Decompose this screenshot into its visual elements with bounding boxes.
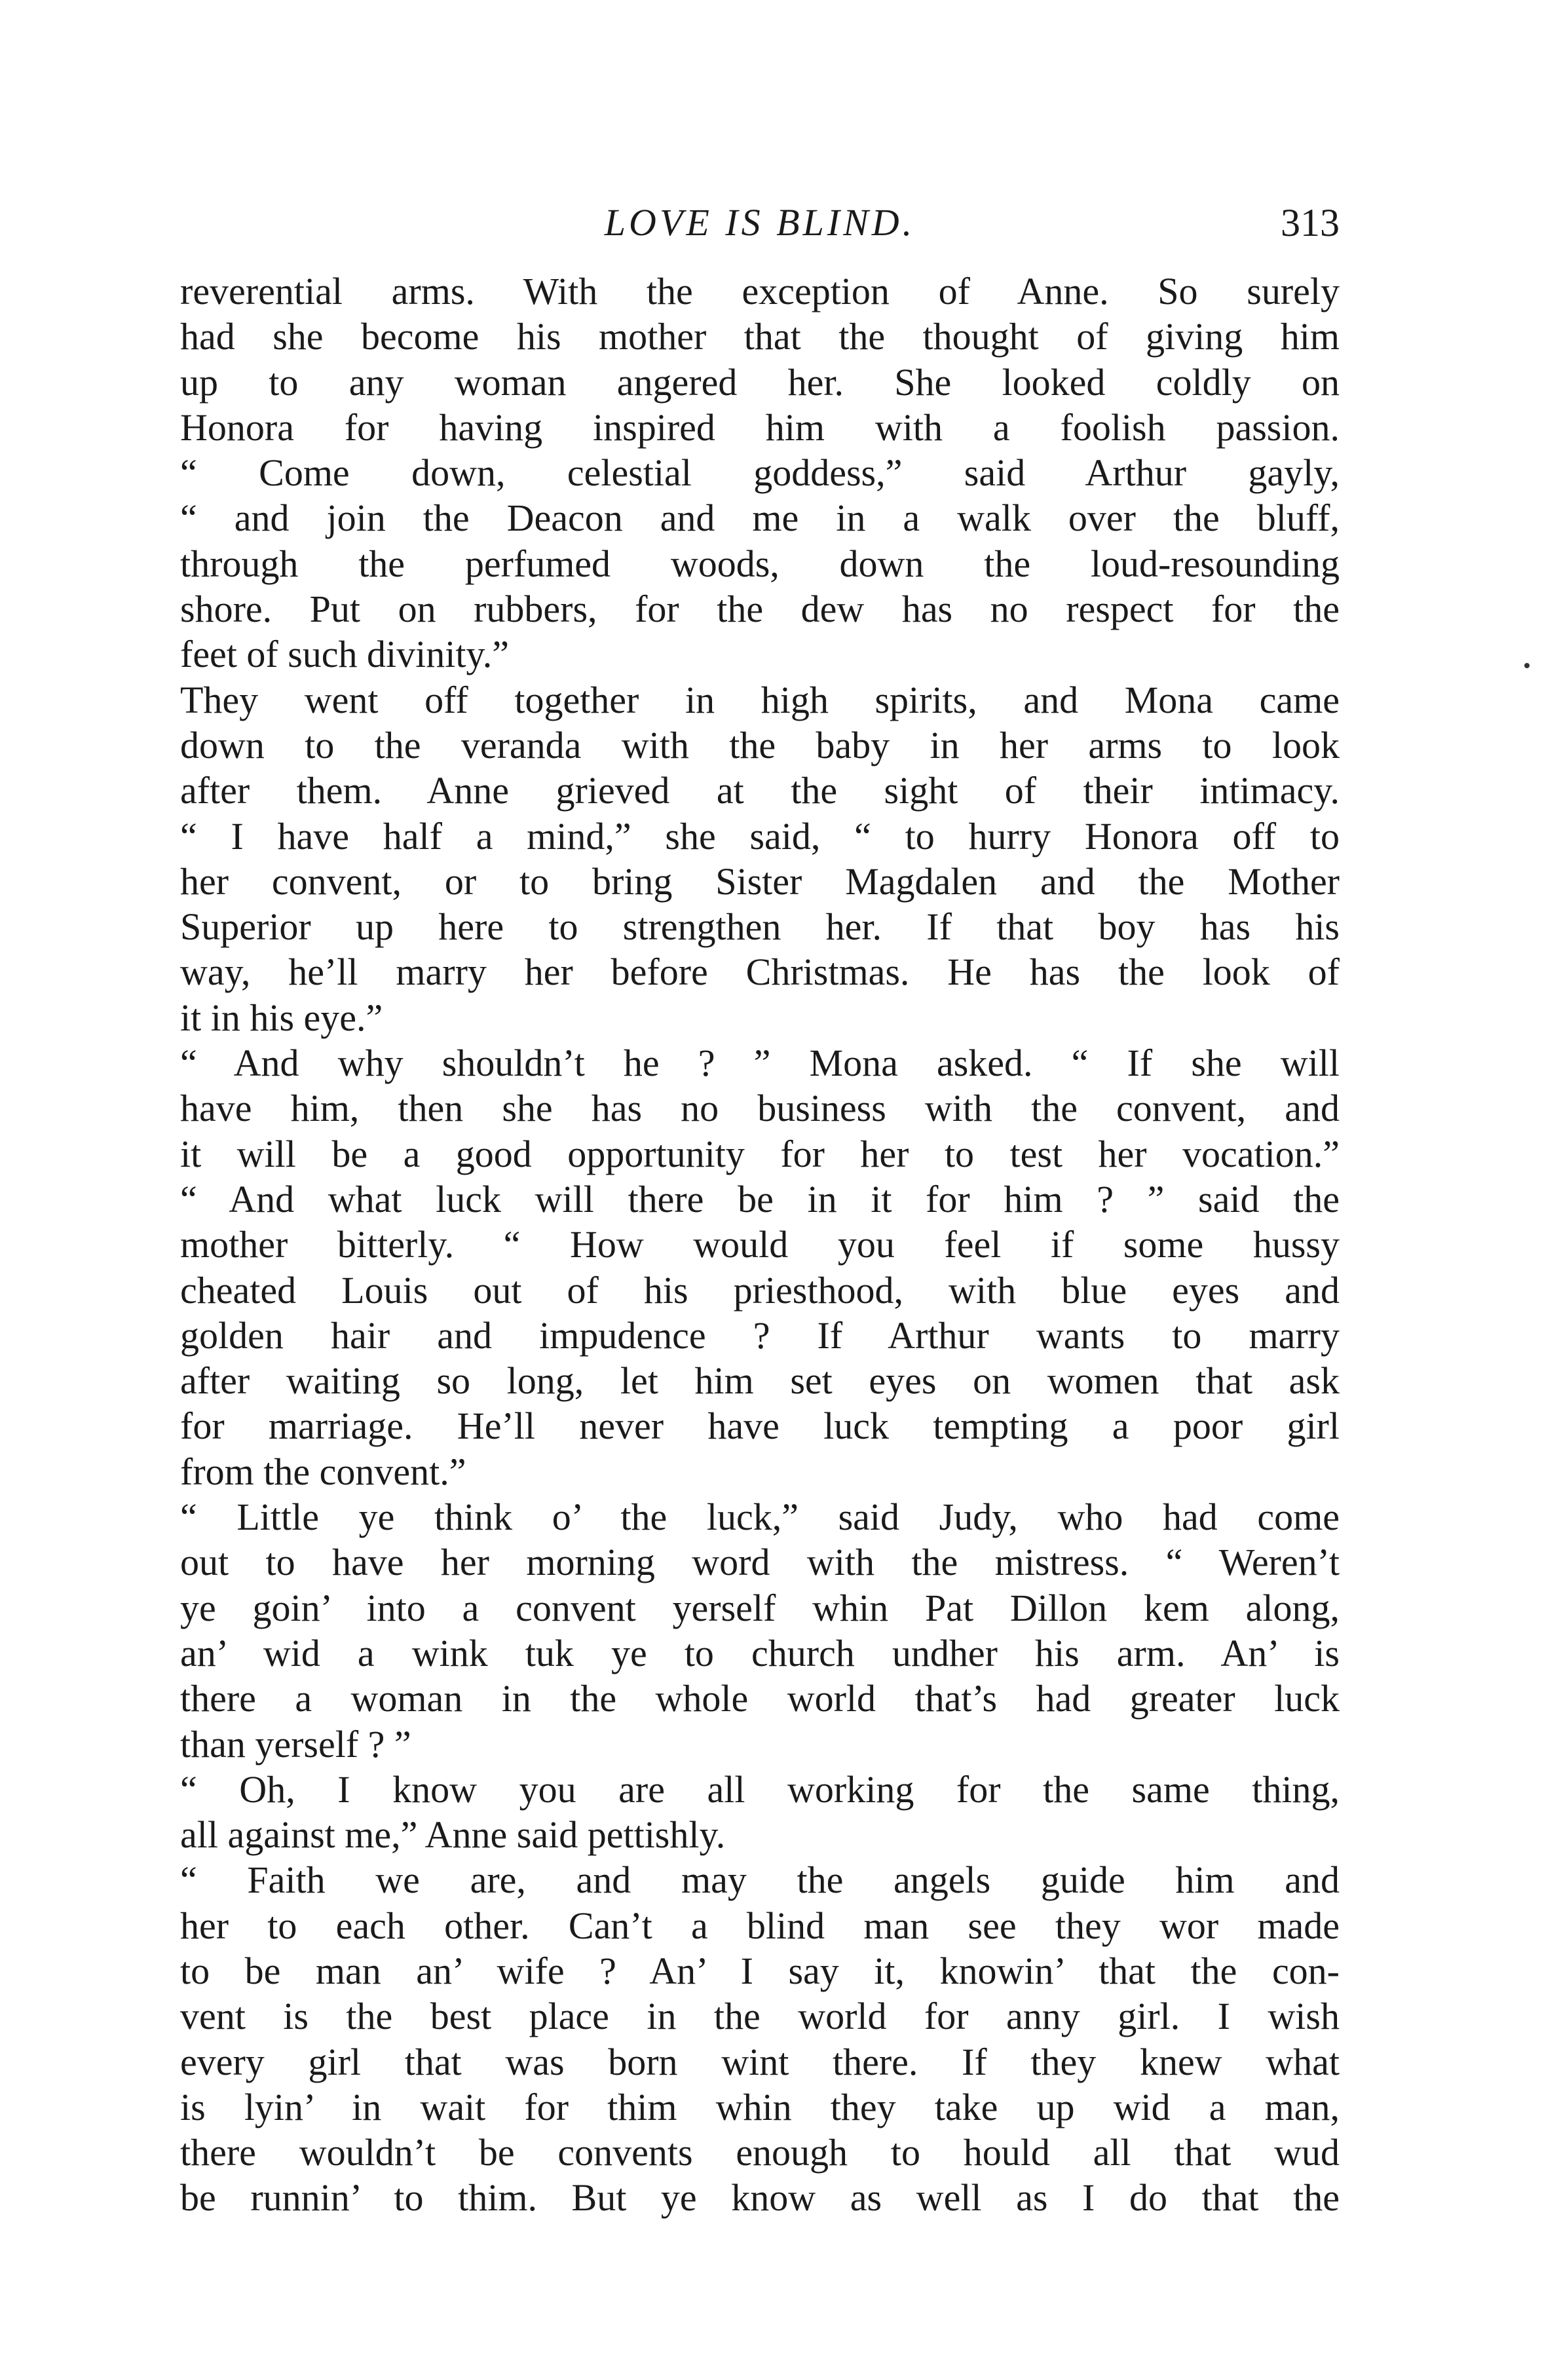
- text-line: “ I have half a mind,” she said, “ to hurry Honora off to: [180, 814, 1340, 858]
- text-line: after them. Anne grieved at the sight of their intimacy.: [180, 769, 1340, 812]
- text-line: “ Oh, I know you are all working for the same thing,: [180, 1767, 1340, 1811]
- text-line: mother bitterly. “ How would you feel if some hussy: [180, 1223, 1340, 1266]
- text-line: have him, then she has no business with the convent, and: [180, 1087, 1340, 1130]
- text-line: “ And what luck will there be in it for him ? ” said the: [180, 1177, 1340, 1220]
- text-line: shore. Put on rubbers, for the dew has no respect for the: [180, 588, 1340, 631]
- running-title: LOVE IS BLIND.: [604, 201, 916, 244]
- text-line: her convent, or to bring Sister Magdalen and the Mother: [180, 859, 1340, 903]
- running-head: [180, 197, 1340, 249]
- text-line: for marriage. He’ll never have luck tempting a poor girl: [180, 1405, 1340, 1448]
- text-line: “ Little ye think o’ the luck,” said Judy, who had come: [180, 1496, 1340, 1539]
- text-line: there wouldn’t be convents enough to hould all that wud: [180, 2131, 1340, 2174]
- text-line: through the perfumed woods, down the loud-resounding: [180, 542, 1340, 585]
- text-line: than yerself ? ”: [180, 1722, 411, 1766]
- text-line: cheated Louis out of his priesthood, with blue eyes and: [180, 1268, 1340, 1312]
- text-line: They went off together in high spirits, and Mona came: [180, 678, 1340, 721]
- text-line: reverential arms. With the exception of Anne. So surely: [180, 270, 1340, 312]
- ink-speck: [1524, 663, 1530, 668]
- text-line: all against me,” Anne said pettishly.: [180, 1813, 726, 1857]
- text-line: ye goin’ into a convent yerself whin Pat Dillon kem along,: [180, 1586, 1340, 1629]
- text-line: “ and join the Deacon and me in a walk over the bluff,: [180, 497, 1340, 540]
- text-line: there a woman in the whole world that’s had greater luck: [180, 1677, 1340, 1720]
- text-line: from the convent.”: [180, 1450, 466, 1493]
- text-line: golden hair and impudence ? If Arthur wants to marry: [180, 1313, 1340, 1357]
- text-line: be runnin’ to thim. But ye know as well as I do that the: [180, 2176, 1340, 2219]
- body-text: [180, 269, 1340, 2221]
- text-line: after waiting so long, let him set eyes on women that ask: [180, 1359, 1340, 1403]
- text-line: Superior up here to strengthen her. If that boy has his: [180, 905, 1340, 949]
- text-line: it will be a good opportunity for her to test her vocation.”: [180, 1132, 1340, 1175]
- text-line: it in his eye.”: [180, 996, 383, 1039]
- text-line: “ And why shouldn’t he ? ” Mona asked. “ If she will: [180, 1042, 1340, 1085]
- text-line: way, he’ll marry her before Christmas. He has the look of: [180, 951, 1340, 994]
- text-line: is lyin’ in wait for thim whin they take up wid a man,: [180, 2085, 1340, 2128]
- text-line: to be man an’ wife ? An’ I say it, knowin’ that the con-: [180, 1949, 1340, 1992]
- text-line: had she become his mother that the thought of giving him: [180, 315, 1340, 358]
- text-line: up to any woman angered her. She looked coldly on: [180, 360, 1340, 404]
- text-line: Honora for having inspired him with a foolish passion.: [180, 406, 1340, 449]
- text-line: “ Come down, celestial goddess,” said Arthur gayly,: [180, 451, 1340, 495]
- text-line: out to have her morning word with the mistress. “ Weren’t: [180, 1541, 1340, 1584]
- page-number: 313: [1281, 201, 1340, 244]
- text-line: “ Faith we are, and may the angels guide him and: [180, 1859, 1340, 1902]
- text-line: an’ wid a wink tuk ye to church undher his arm. An’ is: [180, 1631, 1340, 1674]
- text-line: feet of such divinity.”: [180, 633, 509, 676]
- text-line: every girl that was born wint there. If they knew what: [180, 2040, 1340, 2083]
- text-line: her to each other. Can’t a blind man see they wor made: [180, 1904, 1340, 1947]
- text-line: down to the veranda with the baby in her arms to look: [180, 723, 1340, 766]
- text-line: vent is the best place in the world for anny girl. I wish: [180, 1995, 1340, 2038]
